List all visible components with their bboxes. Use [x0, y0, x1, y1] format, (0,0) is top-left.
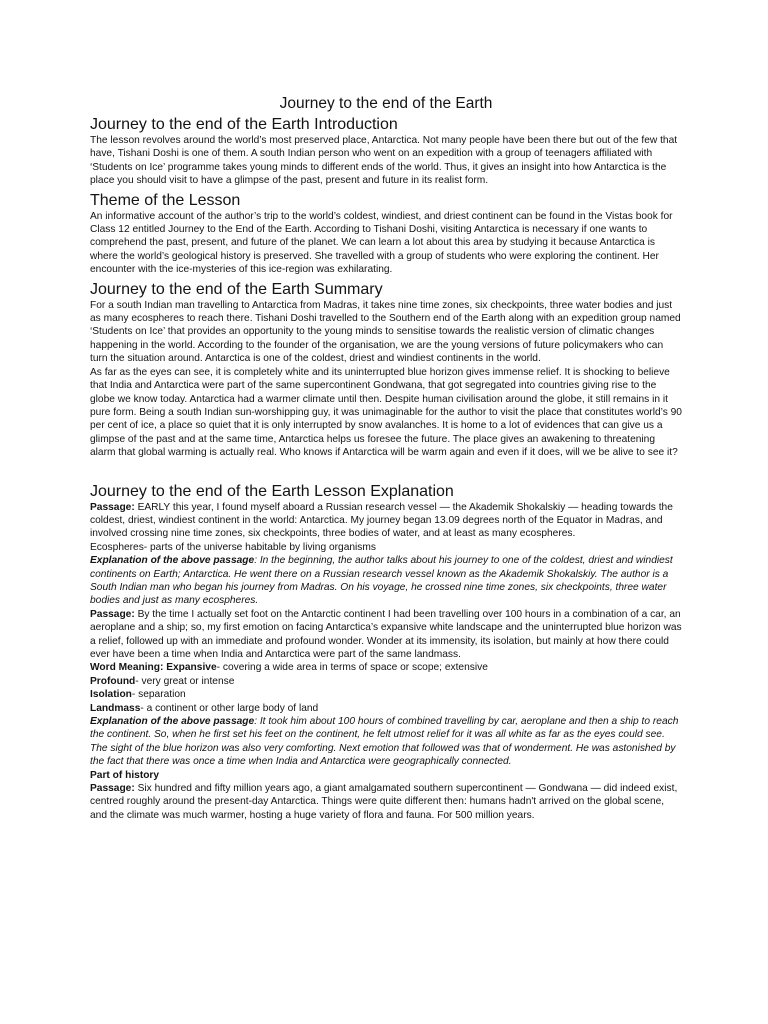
section-spacer — [90, 460, 682, 482]
theme-heading: Theme of the Lesson — [90, 191, 241, 209]
passage-1-text: EARLY this year, I found myself aboard a Russian research vessel — the Akademik Shokalskiy — heading towards the coldest, driest, windiest continent in the world: Antarctica. My journey began 13.09 degrees north of the Equator in Madras, and involved crossing nine time zones, six checkpoints, three bodies of water, and at least as many ecospheres. — [90, 501, 673, 540]
word-meaning-isolation — [90, 688, 682, 701]
word-meaning-text: - covering a wide area in terms of space or scope; extensive — [216, 662, 488, 674]
explanation-heading: Journey to the end of the Earth Lesson Explanation — [90, 482, 454, 500]
word-meaning-profound — [90, 675, 682, 688]
summary-paragraph-1: For a south Indian man travelling to Antarctica from Madras, it takes nine time zones, six checkpoints, three water bodies and just as many ecospheres to reach there. Tishani Doshi travelled to the Southern end of the Earth along with an expedition group named ‘Students on Ice’ that provides an opportunity to the young minds to sensitise towards the realistic version of climatic changes happening in the world. According to the founder of the organisation, we are the young versions of future policymakers who can turn the situation around. Antarctica is one of the coldest, driest and windiest continents in the world. — [90, 299, 681, 365]
profound-text: - very great or intense — [135, 675, 235, 687]
part-of-history-heading: Part of history — [90, 769, 160, 781]
passage-label: Passage: — [90, 608, 135, 620]
passage-2-text: By the time I actually set foot on the Antarctic continent I had been travelling over 100 hours in a combination of a car, an aeroplane and a ship; so, my first emotion on facing Antarctica’s expansive white landscape and the uninterrupted blue horizon was a relief, followed up with an immediate and profound wonder. Wonder at its immensity, its isolation, but mainly at how there could ever have been a time when India and Antarctica were part of the same landmass. — [90, 608, 682, 660]
word-meaning-expansive — [90, 661, 682, 674]
explanation-label: Explanation of the above passage — [90, 555, 255, 567]
passage-3-text: Six hundred and fifty million years ago, a giant amalgamated southern supercontinent — Gondwana — did indeed exist, centred roughly around the present-day Antarctica. Things were quite different then: humans hadn't arrived on the global scene, and the climate was much warmer, hosting a huge variety of flora and fauna. For 500 million years. — [90, 783, 678, 821]
word-meaning-landmass — [90, 702, 682, 715]
explanation-2 — [90, 715, 682, 769]
document-title: Journey to the end of the Earth — [279, 95, 493, 112]
document-page — [90, 95, 682, 822]
summary-paragraph-2: As far as the eyes can see, it is completely white and its uninterrupted blue horizon gives immense relief. It is shocking to believe that India and Antarctica were part of the same supercontinent Gondwana, that got segregated into countries giving rise to the globe we know today. Antarctica had a warmer climate until then. Despite human civilisation around the globe, it still remains in it pure form. Being a south Indian sun-worshipping guy, it was unimaginable for the author to visit the place that constitutes world’s 90 per cent of ice, a place so quiet that it is only interrupted by snow avalanches. It is home to a lot of evidences that can give us a glimpse of the past and at the same time, Antarctica helps us foresee the future. The place gives an awakening to threatening alarm that global warming is actually real. Who knows if Antarctica will be warm again and even if it does, will we be alive to see it? — [90, 366, 682, 459]
passage-1 — [90, 501, 682, 541]
isolation-label: Isolation — [90, 689, 132, 701]
profound-label: Profound — [90, 675, 136, 687]
explanation-1-text: : In the beginning, the author talks about his journey to one of the coldest, driest and windiest continents on Earth; Antarctica. He went there on a Russian research vessel known as the Akademik Shokalskiy. The author is a South Indian man who began his journey from Madras. On his voyage, he crossed nine time zones, six checkpoints, three water bodies and just as many ecospheres. — [90, 555, 673, 607]
word-meaning-label: Word Meaning: Expansive — [90, 662, 217, 674]
passage-2 — [90, 608, 682, 662]
passage-3 — [90, 782, 682, 822]
ecospheres-definition: Ecospheres- parts of the universe habitable by living organisms — [90, 541, 376, 553]
explanation-1 — [90, 554, 682, 608]
intro-heading: Journey to the end of the Earth Introduction — [90, 116, 398, 133]
intro-paragraph: The lesson revolves around the world’s most preserved place, Antarctica. Not many people have been there but out of the few that have, Tishani Doshi is one of them. A south Indian person who went on an expedition with a group of teenagers affiliated with ‘Students on Ice’ programme takes young minds to different ends of the world. Thus, it gives an insight into how Antarctica is the place you should visit to have a glimpse of the past, present and future in its realist form. — [90, 135, 678, 187]
explanation-2-text: : It took him about 100 hours of combined travelling by car, aeroplane and then a ship to reach the continent. So, when he first set his feet on the continent, he felt utmost relief for it was all white as far as the eyes could see. The sight of the blue horizon was also very comforting. Next emotion that followed was that of wonderment. He was astonished by the fact that there was once a time when India and Antarctica were geographically connected. — [90, 716, 679, 768]
explanation-label: Explanation of the above passage — [90, 716, 255, 728]
summary-heading: Journey to the end of the Earth Summary — [90, 280, 383, 298]
isolation-text: - separation — [131, 689, 186, 701]
theme-paragraph: An informative account of the author’s trip to the world’s coldest, windiest, and driest continent can be found in the Vistas book for Class 12 entitled Journey to the End of the Earth. According to Tishani Doshi, visiting Antarctica is necessary if one wants to comprehend the past, present, and future of the planet. We can learn a lot about this area by studying it because Antarctica is where the world’s geological history is preserved. She travelled with a group of students who were exploring the continent. Her encounter with the ice-mysteries of this ice-region was exhilarating. — [90, 210, 673, 276]
landmass-label: Landmass — [90, 702, 141, 714]
passage-label: Passage: — [90, 501, 135, 513]
passage-label: Passage: — [90, 783, 135, 795]
landmass-text: - a continent or other large body of land — [140, 702, 319, 714]
